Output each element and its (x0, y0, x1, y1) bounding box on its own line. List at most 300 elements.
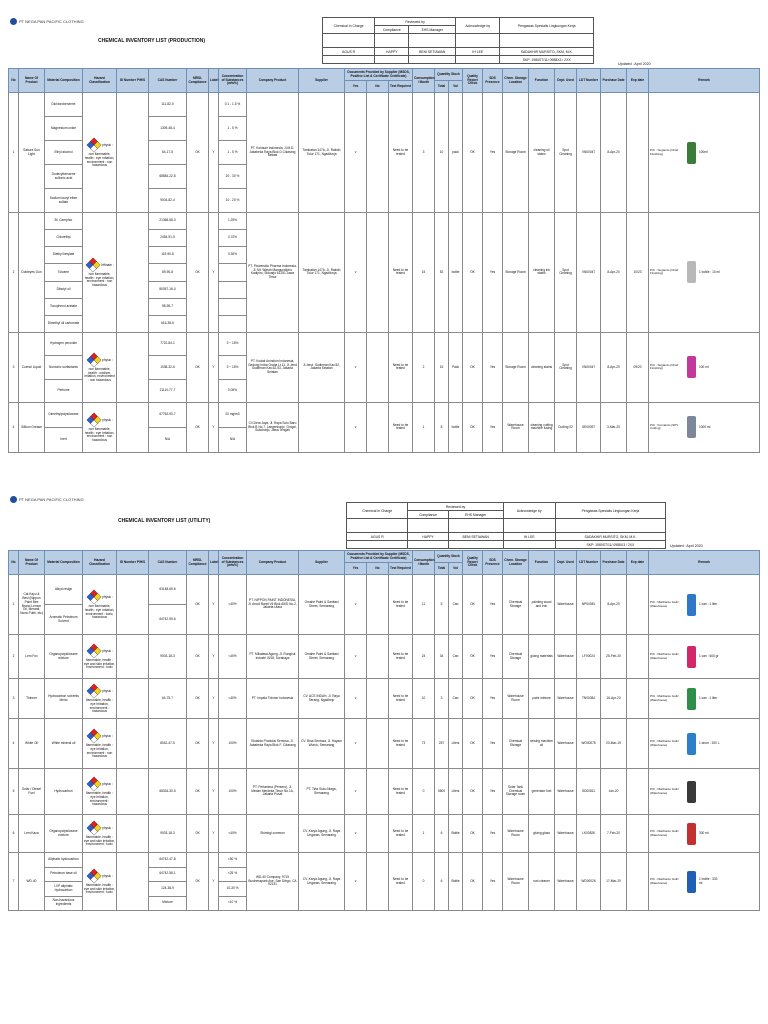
concentration: N/A (219, 427, 247, 452)
purchase-value: 25-Feb-20 (601, 635, 627, 679)
cas-number: 9003-18-3 (149, 635, 187, 679)
expiry-value (627, 402, 649, 452)
function-value: sewing machine oil (529, 719, 555, 769)
total-value: 257 (435, 719, 449, 769)
concentration: <40% (219, 575, 247, 635)
mrsl-compliance: OK (187, 332, 209, 402)
doc-yes-check: v (345, 332, 367, 402)
remark-pic: PIC : Marihanto Gultz (Warehouse) (650, 828, 679, 837)
header-quality: Quality Report Check (463, 69, 483, 93)
function-value: painting wood and iron (529, 575, 555, 635)
header-docs-no: No (367, 563, 389, 575)
header-qty-vol: Vol (449, 81, 463, 93)
expiry-value (627, 635, 649, 679)
header-consumption: Consumption / Month (413, 69, 435, 93)
total-value: 8 (435, 402, 449, 452)
header-conc: Concentration of Substances (w/w%) (219, 551, 247, 575)
cas-number: 7722-84-1 (149, 332, 187, 355)
row-number: 2 (9, 635, 19, 679)
company-name: Ekasida Produksi Sentosa, Jl. Jababeka Raya Blok F, Cikarang (247, 719, 299, 769)
mrsl-compliance: OK (187, 575, 209, 635)
table-row (9, 402, 760, 427)
sds-value: Yes (483, 679, 503, 719)
company-name: PT. Mikatasa Agung, Jl. Rungkut Industri III/18, Surabaya (247, 635, 299, 679)
header-storage: Chem. Storage Location (503, 551, 529, 575)
header-expiry: Exp date (627, 69, 649, 93)
nfpa-diamond-icon (86, 820, 102, 836)
hazard-classification (83, 635, 117, 679)
doc-no-check (367, 815, 389, 853)
dept-value: Warehouse (555, 575, 577, 635)
approval-guardian-number: SKP: 1980ST/11/ 0988X3 / 2XX (555, 541, 665, 549)
vol-value: Liters (449, 719, 463, 769)
header-dept: Dept. Used (555, 551, 577, 575)
product-name: Solar / Diesel Fuel (19, 769, 45, 815)
hazard-text: physic : flammable, health : eye irritation, environment : non hazardous (86, 733, 113, 759)
doc-yes-check: v (345, 815, 367, 853)
container-size: 100 ml (699, 364, 709, 369)
purchase-value: 16-Apr-20 (601, 679, 627, 719)
remark-pic: PIC : Marihanto Gultz (Warehouse) (650, 599, 679, 608)
concentration: <50 % (219, 853, 247, 868)
hazard-classification (83, 769, 117, 815)
concentration: <25 % (219, 867, 247, 882)
supplier-name: CV. Karya Agung, Jl. Raya Ungaran, Semarang (299, 815, 345, 853)
product-photo (687, 781, 696, 803)
ldt-value: NP00081 (577, 575, 601, 635)
dept-value: Cutting 02 (555, 402, 577, 452)
product-name: Lem Fox (19, 635, 45, 679)
nfpa-diamond-icon (86, 137, 102, 153)
concentration: 1 - 5 % (219, 117, 247, 141)
header-label: Label (209, 551, 219, 575)
id-number (117, 575, 149, 635)
hazard-text: physic : flammable, health : eye irritation, environment : hazardous (86, 781, 113, 807)
product-photo (687, 142, 696, 164)
table-row (9, 719, 760, 769)
label-flag: Y (209, 769, 219, 815)
dept-value: Spot Cleaning (555, 332, 577, 402)
id-number (117, 402, 149, 452)
mrsl-compliance: OK (187, 93, 209, 213)
hazard-text: physic : flammable, health : eye and skin irritation, environment : toxic (84, 873, 116, 895)
hazard-classification (83, 815, 117, 853)
approval-charge-name: AGUS R (347, 533, 408, 541)
remark-pic: PIC : Kurnianto (SPV Cutting) (650, 422, 679, 431)
label-flag: Y (209, 93, 219, 213)
container-size: 1 bottle : 10 ml (699, 269, 720, 274)
doc-yes-check: v (345, 213, 367, 333)
row-number: 6 (9, 815, 19, 853)
storage-value: Storage Room (503, 332, 529, 402)
expiry-value (627, 853, 649, 911)
vol-value: Pack (449, 332, 463, 402)
cas-number: 64742-47-8 (149, 853, 187, 868)
sds-value: Yes (483, 332, 503, 402)
storage-value: Storage Room (503, 93, 529, 213)
dept-value: Warehouse (555, 635, 577, 679)
consumption-value: 11 (413, 575, 435, 635)
sds-value: Yes (483, 769, 503, 815)
product-name: Cuenol Liquid (19, 332, 45, 402)
approval-manager-name: BENI SETIAWAN (409, 48, 456, 56)
id-number (117, 769, 149, 815)
row-number: 1 (9, 575, 19, 635)
function-value: cleaning cutting machine fusing (529, 402, 555, 452)
storage-value: Warehouse Room (503, 402, 529, 452)
material-composition: Petroleum base oil (45, 867, 83, 882)
concentration (219, 315, 247, 332)
header-no: No (9, 551, 19, 575)
header-qty-vol: Vol (449, 563, 463, 575)
material-composition: Non-hazardous ingredients (45, 896, 83, 911)
material-composition: Dimethylpolysiloxane (45, 402, 83, 427)
total-value: 10 (435, 93, 449, 213)
cas-number: 21110-77-7 (149, 379, 187, 402)
company-name: Shimbgl common (247, 815, 299, 853)
company-name: CV.Dera Jaya, Jl. Raya Solo Baru Blok B No.7, Langenharjo, Grogol, Sukoharjo, Jawa Tengah (247, 402, 299, 452)
doc-yes-check: v (345, 719, 367, 769)
product-photo (687, 733, 696, 755)
logo-globe-icon (10, 18, 17, 25)
approval-manager-name: BENI SETIAWAN (448, 533, 503, 541)
table-row (9, 575, 760, 605)
consumption-value: 1 (413, 815, 435, 853)
remark-cell (649, 93, 760, 213)
header-supplier: Supplier (299, 551, 345, 575)
header-remark: Remark (649, 551, 760, 575)
remark-pic: PIC : Marihanto Gultz (Warehouse) (650, 651, 679, 660)
hazard-classification (83, 332, 117, 402)
cas-number: 1038-32-6 (149, 356, 187, 379)
purchase-value: 8-Apr-20 (601, 575, 627, 635)
header-documents: Documents Provided by Supplier (MSDS, Positive List & Certificate Certificate) (345, 551, 413, 563)
id-number (117, 815, 149, 853)
row-number: 1 (9, 93, 19, 213)
header-idnum: ID Number P/H/S (117, 551, 149, 575)
cas-number: 58-95-7 (149, 298, 187, 315)
id-number (117, 93, 149, 213)
id-number (117, 853, 149, 911)
header-storage: Chem. Storage Location (503, 69, 529, 93)
function-value: rust cleaner (529, 853, 555, 911)
supplier-name: PT. Tirta Suku Niaga, Semarang (299, 769, 345, 815)
supplier-name: CV. Karya Agung, Jl. Raya Ungaran, Semarang (299, 853, 345, 911)
header-quantity-stock: Quantity Stock (435, 69, 463, 81)
container-size: 1 bottle : 333 ml (699, 876, 718, 885)
quality-value: OK (463, 93, 483, 213)
material-composition: Diethyl ketylate (45, 247, 83, 264)
function-value: cleaning stains (529, 332, 555, 402)
material-composition: Bi. Camphor (45, 213, 83, 230)
header-test-required: Test Required (389, 563, 413, 575)
total-value: 34 (435, 635, 449, 679)
cas-number: 616-38-6 (149, 315, 187, 332)
cas-number: 9003-18-3 (149, 815, 187, 853)
id-number (117, 635, 149, 679)
sds-value: Yes (483, 93, 503, 213)
remark-pic: PIC : Marihanto Gultz (Warehouse) (650, 693, 679, 702)
purchase-value: 8-Apr-20 (601, 332, 627, 402)
function-value: gluing materials (529, 635, 555, 679)
header-ldt: LDT Number (577, 551, 601, 575)
test-value: Need to be tested (389, 853, 413, 911)
company-name: PT NEGA PAN PACIFIC CLOTHING (19, 19, 84, 24)
material-composition: Nonionic surfactants (45, 356, 83, 379)
total-value: 3 (435, 679, 449, 719)
cas-number: 8042-47-5 (149, 719, 187, 769)
ldt-value: LF00024 (577, 635, 601, 679)
ldt-value: WO00076 (577, 719, 601, 769)
material-composition: Ethyl alcohol (45, 141, 83, 165)
approval-reviewed-label: Reviewed by (375, 18, 456, 26)
hazard-text: physic : non flammable, health : eye irritation, environment : toxic, hazardous (84, 594, 115, 620)
label-flag: Y (209, 402, 219, 452)
header-function: Function (529, 551, 555, 575)
approval-ack-label: Acknowledge by (456, 18, 500, 34)
material-composition: Tocopherol acetate (45, 298, 83, 315)
supplier-name: Omahe Paint & Sanitasi Street, Semarang (299, 575, 345, 635)
company-name: PT. Impala Thinner Indonesia (247, 679, 299, 719)
supplier-name: CV. ACE INDAH, Jl. Raya Serang, Ngadirejo (299, 679, 345, 719)
sds-value: Yes (483, 853, 503, 911)
quality-value: OK (463, 575, 483, 635)
row-number: 4 (9, 719, 19, 769)
row-number: 3 (9, 332, 19, 402)
dept-value: Warehouse (555, 769, 577, 815)
nfpa-diamond-icon (85, 257, 101, 273)
production-sheet (8, 14, 760, 443)
expiry-value (627, 679, 649, 719)
remark-cell (649, 719, 760, 769)
header-sds: SDS Presence (483, 551, 503, 575)
remark-cell (649, 853, 760, 911)
material-composition: Organopolysiloxane mixture (45, 815, 83, 853)
cas-number: 111-82-0 (149, 93, 187, 117)
header-ldt: LDT Number (577, 69, 601, 93)
container-size: 300 ml (699, 830, 709, 835)
company-logo (10, 18, 84, 25)
product-photo (687, 688, 696, 710)
concentration: 100% (219, 719, 247, 769)
nfpa-diamond-icon (86, 589, 102, 605)
quality-value: OK (463, 853, 483, 911)
material-composition: Alkyd resign (45, 575, 83, 605)
id-number (117, 679, 149, 719)
label-flag: Y (209, 719, 219, 769)
test-value: Need to be tested (389, 575, 413, 635)
sds-value: Yes (483, 815, 503, 853)
material-composition: Dibutyl oil (45, 281, 83, 298)
product-name: Dobleyes Gun (19, 213, 45, 333)
concentration: 0.30% (219, 247, 247, 264)
nfpa-diamond-icon (86, 352, 102, 368)
table-row (9, 853, 760, 868)
dept-value: Warehouse (555, 853, 577, 911)
expiry-value (627, 815, 649, 853)
doc-yes-check: v (345, 635, 367, 679)
header-product: Name Of Product (19, 551, 45, 575)
cas-number: 68584-22-5 (149, 165, 187, 189)
test-value: Need to be tested (389, 332, 413, 402)
approval-manager-label: EHS Manager (409, 26, 456, 34)
header-function: Function (529, 69, 555, 93)
sds-value: Yes (483, 719, 503, 769)
header-no: No (9, 69, 19, 93)
product-photo (687, 646, 696, 668)
consumption-value: 10 (413, 679, 435, 719)
concentration (219, 281, 247, 298)
ldt-value: VN00047 (577, 332, 601, 402)
concentration: 20 - 30 % (219, 165, 247, 189)
expiry-value (627, 93, 649, 213)
ldt-value: WD00026 (577, 853, 601, 911)
material-composition: White mineral oil (45, 719, 83, 769)
vol-value: bottle (449, 402, 463, 452)
consumption-value: 2 (413, 332, 435, 402)
purchase-value: 8-Apr-20 (601, 93, 627, 213)
consumption-value: 0 (413, 853, 435, 911)
concentration: <40% (219, 635, 247, 679)
hazard-text: Irffinate : non flammable, health : eye irritation, environment : non hazardous (84, 262, 115, 288)
quality-value: OK (463, 719, 483, 769)
doc-yes-check: v (345, 93, 367, 213)
header-qty-total: Total (435, 563, 449, 575)
total-value: 15 (435, 332, 449, 402)
approval-guardian-number: SKP: 1980ST/11/ 0988X3 / 2XX (500, 56, 594, 64)
material-composition: Hydrocarbon solvents blend (45, 679, 83, 719)
concentration (219, 264, 247, 281)
page-title: CHEMICAL INVENTORY LIST (PRODUCTION) (98, 38, 206, 44)
company-name: PT. Kodak Anindion Indonesia, Gedung Indra Graha Lt.11, Jl.Jend Sudirman Kav.52-53, Jakarta Selatan (247, 332, 299, 402)
header-mrsl: MRSL Compliance (187, 551, 209, 575)
header-company: Company Product (247, 69, 299, 93)
ldt-value: VN00047 (577, 93, 601, 213)
header-test-required: Test Required (389, 81, 413, 93)
header-cas: CAS Number (149, 69, 187, 93)
vol-value: Bottle (449, 815, 463, 853)
header-company: Company Product (247, 551, 299, 575)
concentration: 3 ~ 15% (219, 332, 247, 355)
storage-value: Warehouse Room (503, 815, 529, 853)
remark-cell (649, 769, 760, 815)
concentration: 20 mg/m3 (219, 402, 247, 427)
vol-value: Bottle (449, 853, 463, 911)
hazard-text: physic : flammable, health : eye and skin irritation, environment : toxic (84, 648, 116, 670)
cas-number: 124-38-9 (149, 882, 187, 897)
test-value: Need to be tested (389, 815, 413, 853)
approval-ack-label: Acknowledge by (503, 503, 555, 519)
table-row (9, 815, 760, 853)
material-composition: Inert (45, 427, 83, 452)
concentration: 3 ~ 15% (219, 356, 247, 379)
row-number: 7 (9, 853, 19, 911)
ldt-value: SD00811 (577, 769, 601, 815)
header-qty-total: Total (435, 81, 449, 93)
label-flag: Y (209, 679, 219, 719)
approval-manager-label: EHS Manager (448, 511, 503, 519)
material-composition: Dichlorobenzene (45, 93, 83, 117)
material-composition: Magnesium oxide (45, 117, 83, 141)
table-row (9, 213, 760, 230)
concentration: <40% (219, 679, 247, 719)
approval-ack-name: IH LEE (503, 533, 555, 541)
mrsl-compliance: OK (187, 815, 209, 853)
doc-no-check (367, 93, 389, 213)
total-value: 6 (435, 815, 449, 853)
header-idnum: ID Number P/H/S (117, 69, 149, 93)
total-value: 6 (435, 853, 449, 911)
approval-charge-label: Chemical In Charge (347, 503, 408, 519)
hazard-text: physic : flammable, health : eye and skin irritation, environment : toxic (84, 825, 116, 847)
label-flag: Y (209, 815, 219, 853)
material-composition: Hydrocarbon (45, 769, 83, 815)
hazard-classification (83, 93, 117, 213)
label-flag: Y (209, 332, 219, 402)
cas-number: 68334-30-5 (149, 769, 187, 815)
ldt-value: VN00047 (577, 213, 601, 333)
header-mrsl: MRSL Compliance (187, 69, 209, 93)
ldt-value: SE00097 (577, 402, 601, 452)
cas-number: 67762-90-7 (149, 402, 187, 427)
purchase-value: 7-Feb-20 (601, 815, 627, 853)
mrsl-compliance: OK (187, 719, 209, 769)
vol-value: Can (449, 679, 463, 719)
doc-no-check (367, 719, 389, 769)
doc-no-check (367, 332, 389, 402)
doc-yes-check: v (345, 769, 367, 815)
quality-value: OK (463, 769, 483, 815)
remark-pic: PIC : Sugianto (Chief Finishing) (650, 147, 679, 156)
product-name: Cat Kayu & Besi (Nippon Paint Bee Brand Lemon Oil, Meranti, Nona Putih, etc) (19, 575, 45, 635)
ldt-value: TN00084 (577, 679, 601, 719)
material-composition: Chlorethyl (45, 230, 83, 247)
vol-value: Can (449, 575, 463, 635)
material-composition: Aliphatic hydrocarbon (45, 853, 83, 868)
quality-value: OK (463, 213, 483, 333)
consumption-value: 3 (413, 93, 435, 213)
material-composition: Hydrogen peroxide (45, 332, 83, 355)
approval-guardian-label: Pengawas Spesialis Lingkungan Kerja (500, 18, 594, 34)
doc-no-check (367, 853, 389, 911)
remark-pic: PIC : Marihanto Gultz (Warehouse) (650, 786, 679, 795)
storage-value: Chemical Storage (503, 719, 529, 769)
consumption-value: 73 (413, 719, 435, 769)
hazard-text: physic : flammable, health : eye irritation, environment : hazardous (86, 688, 113, 714)
sds-value: Yes (483, 213, 503, 333)
header-purchase: Purchase Date (601, 551, 627, 575)
product-photo (687, 356, 696, 378)
doc-yes-check: v (345, 402, 367, 452)
remark-cell (649, 402, 760, 452)
header-docs-no: No (367, 81, 389, 93)
row-number: 3 (9, 679, 19, 719)
table-row (9, 93, 760, 117)
approval-charge-label: Chemical In Charge (323, 18, 375, 34)
supplier-name: Omahe Paint & Sanitasi Street, Semarang (299, 635, 345, 679)
nfpa-diamond-icon (86, 412, 102, 428)
approval-guardian-name: SADAKHIR MURSITO, SKM, M.K. (500, 48, 594, 56)
sds-value: Yes (483, 635, 503, 679)
concentration: 0.1 - 1.5 % (219, 93, 247, 117)
header-docs-yes: Yes (345, 563, 367, 575)
page-title: CHEMICAL INVENTORY LIST (UTILITY) (118, 518, 211, 524)
header-consumption: Consumption / Month (413, 551, 435, 575)
cas-number: 9004-82-4 (149, 189, 187, 213)
table-row (9, 679, 760, 719)
test-value: Need to be tested (389, 635, 413, 679)
material-composition: Sodium lauryl ether sulfate (45, 189, 83, 213)
